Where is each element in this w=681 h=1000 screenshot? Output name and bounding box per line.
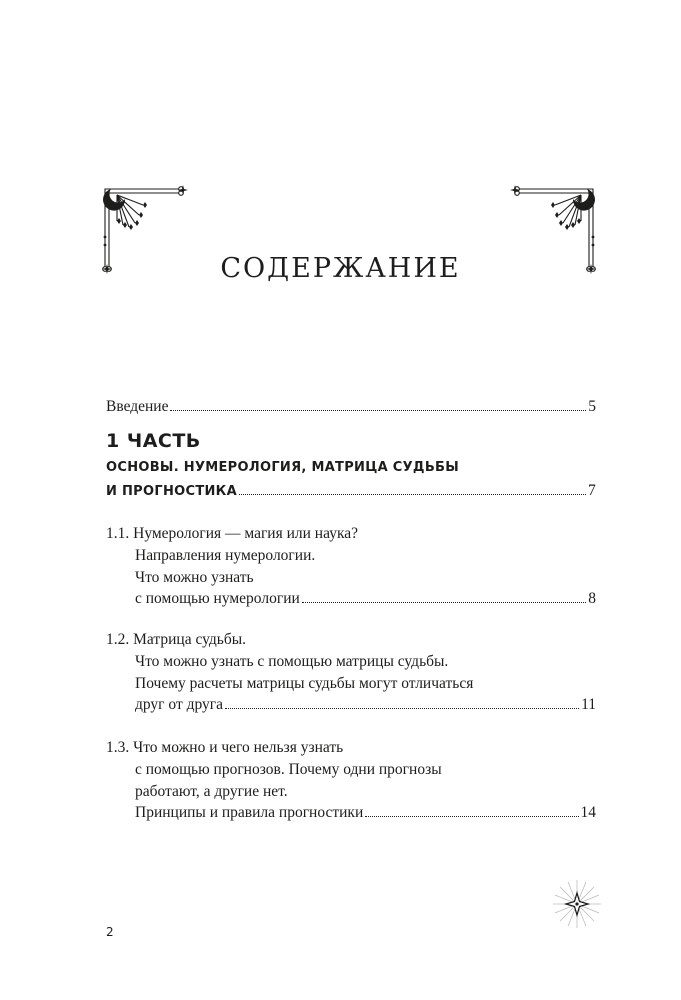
dot-leader bbox=[170, 410, 586, 411]
toc-entry-line: с помощью прогнозов. Почему одни прогнозы bbox=[135, 761, 442, 778]
toc-page-number: 5 bbox=[588, 398, 596, 415]
toc-page-number: 11 bbox=[581, 696, 596, 713]
toc-entry-label: друг от друга bbox=[135, 696, 224, 713]
toc-page-number: 14 bbox=[580, 804, 596, 821]
toc-entry-line: работают, а другие нет. bbox=[135, 783, 288, 800]
toc-entry-label: Введение bbox=[106, 398, 169, 415]
toc-entry-section[interactable] bbox=[135, 589, 596, 609]
toc-entry-line: Что можно узнать bbox=[135, 569, 254, 586]
part-subtitle-line: ОСНОВЫ. НУМЕРОЛОГИЯ, МАТРИЦА СУДЬБЫ bbox=[106, 460, 460, 475]
toc-entry-line: 1.3. Что можно и чего нельзя узнать bbox=[106, 739, 344, 756]
dot-leader bbox=[225, 708, 579, 709]
part-subtitle-line: И ПРОГНОСТИКА bbox=[106, 484, 237, 499]
page-title: СОДЕРЖАНИЕ bbox=[220, 253, 461, 284]
compass-star-icon bbox=[551, 878, 603, 930]
toc-page-number: 7 bbox=[587, 482, 596, 499]
toc-page-number: 8 bbox=[588, 590, 596, 607]
toc-entry-line: 1.2. Матрица судьбы. bbox=[106, 631, 247, 648]
toc-entry-line: Почему расчеты матрицы судьбы могут отличаться bbox=[135, 675, 474, 692]
toc-entry-intro[interactable] bbox=[106, 397, 596, 417]
toc-entry-line: Направления нумерологии. bbox=[135, 547, 316, 564]
dot-leader bbox=[302, 602, 586, 603]
toc-entry-part[interactable] bbox=[106, 481, 596, 502]
part-heading: 1 ЧАСТЬ bbox=[106, 430, 201, 452]
toc-entry-label: Принципы и правила прогностики bbox=[135, 804, 364, 821]
toc-entry-line: 1.1. Нумерология — магия или наука? bbox=[106, 525, 358, 542]
page-number: 2 bbox=[106, 925, 114, 939]
toc-entry-label: с помощью нумерологии bbox=[135, 590, 300, 607]
dot-leader bbox=[365, 816, 578, 817]
toc-entry-section[interactable] bbox=[135, 695, 596, 715]
dot-leader bbox=[239, 494, 586, 495]
toc-entry-line: Что можно узнать с помощью матрицы судьбы. bbox=[135, 653, 449, 670]
toc-entry-section[interactable] bbox=[135, 803, 596, 823]
